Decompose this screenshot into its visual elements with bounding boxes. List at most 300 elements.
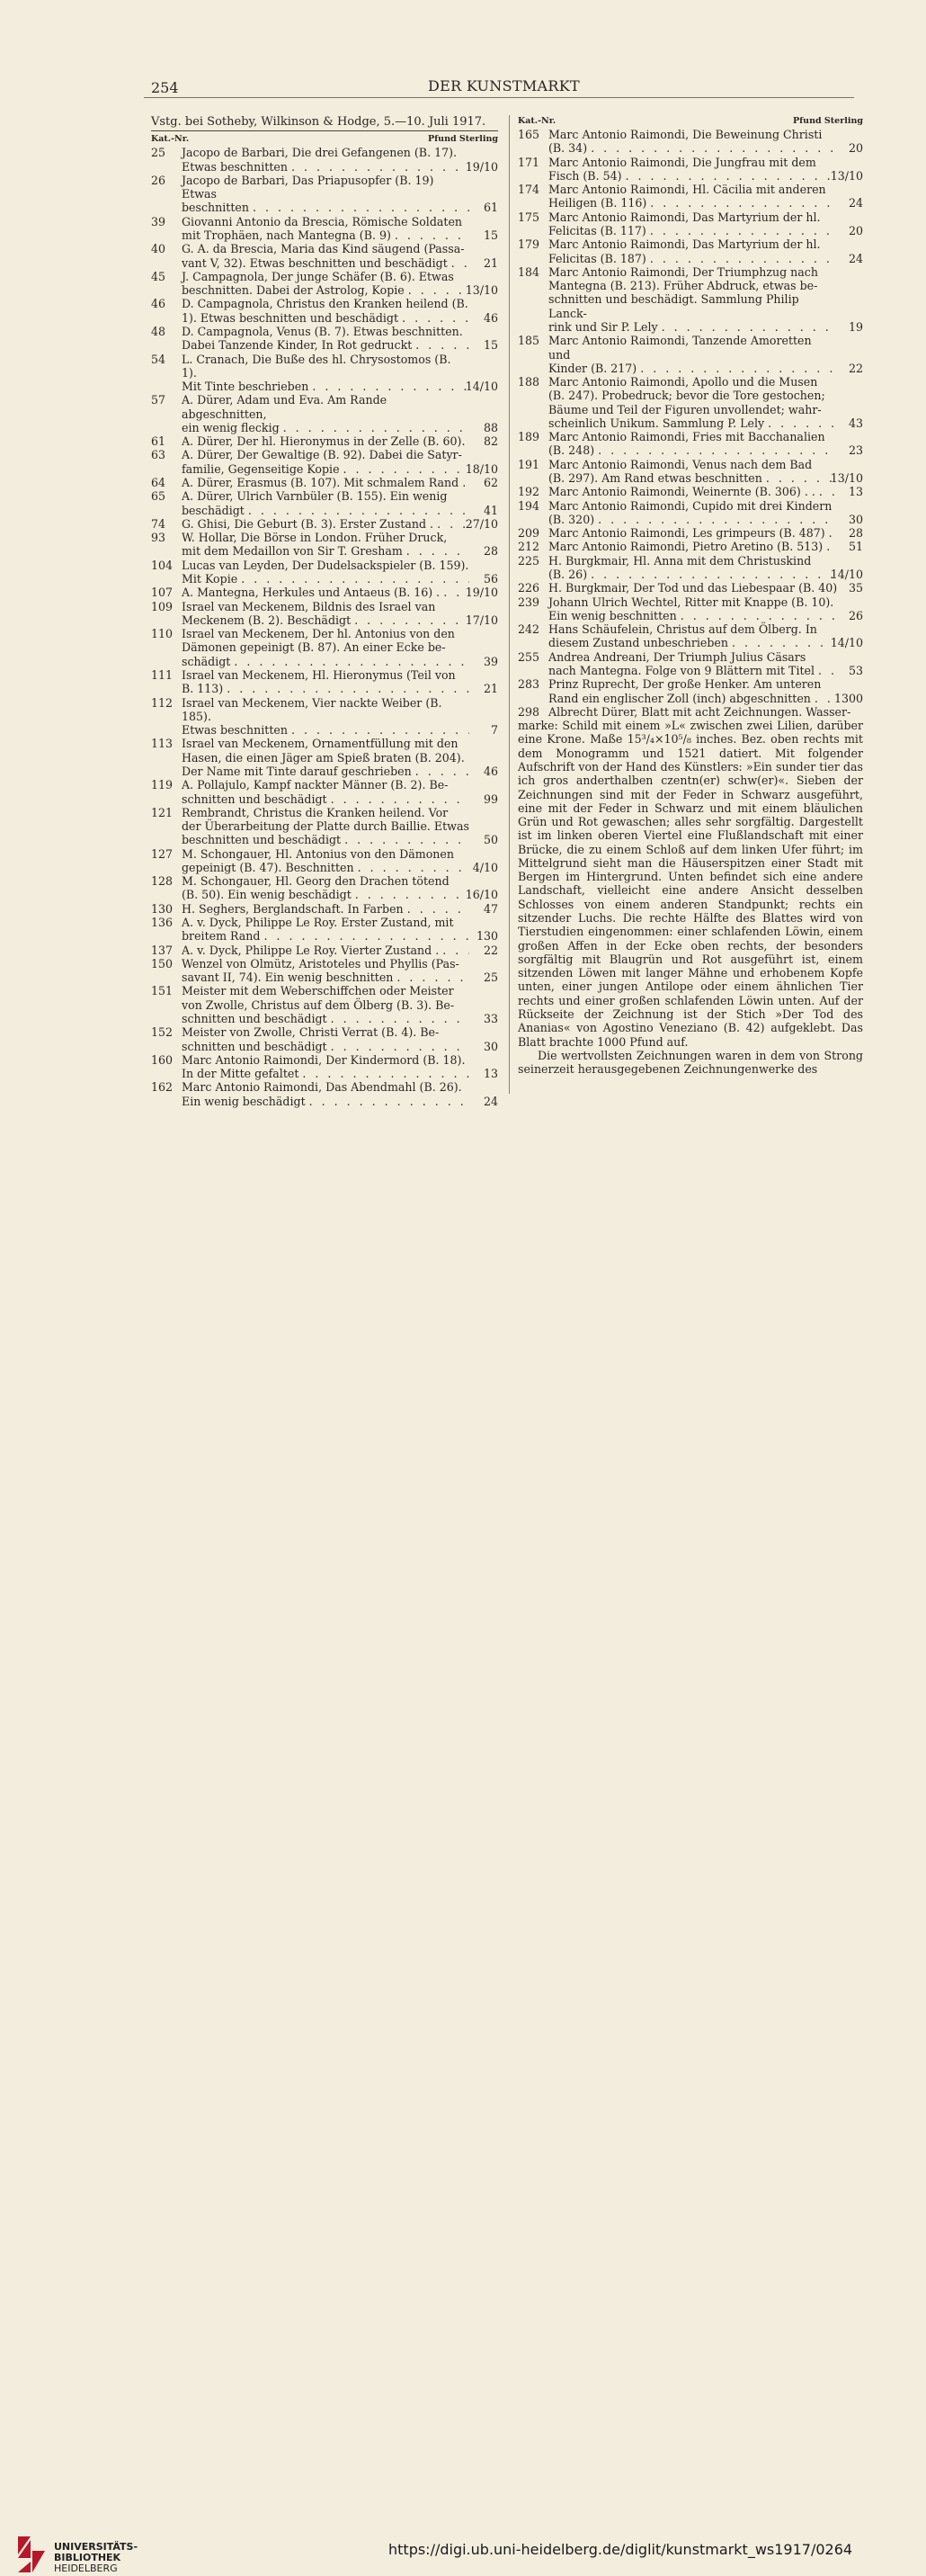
dot-leader <box>391 228 469 242</box>
dot-leader <box>230 655 469 668</box>
catalog-entry <box>151 434 498 448</box>
entry-number: 160 <box>151 1052 174 1067</box>
dot-leader <box>594 443 834 457</box>
entry-price: 4/10 <box>472 860 498 874</box>
catalog-entry <box>151 242 498 270</box>
entry-number: 188 <box>518 375 540 389</box>
dot-leader <box>403 544 469 558</box>
entry-text: mit dem Medaillon von Sir T. Gresham <box>182 544 403 559</box>
entry-price: 7 <box>490 723 498 738</box>
entry-text-last-line <box>182 572 469 586</box>
entry-text: (B. 34) <box>548 141 588 156</box>
entry-text: breitem Rand <box>182 929 261 944</box>
entry-number: 298 <box>518 704 540 719</box>
dot-leader <box>646 224 834 237</box>
entry-text: Fisch (B. 54) <box>548 168 622 183</box>
entry-number: 189 <box>518 430 540 444</box>
catalog-entry <box>518 430 863 458</box>
dot-leader <box>341 833 469 846</box>
catalog-entry <box>151 944 498 957</box>
entry-text: beschnitten und beschädigt <box>182 833 342 847</box>
catalog-entry <box>151 270 498 298</box>
entry-text: A. v. Dyck, Philippe Le Roy. Vierter Zustand . <box>182 943 440 957</box>
dot-leader <box>587 568 834 581</box>
entry-text: A. Dürer, Ulrich Varnbüler (B. 155). Ein wenig <box>182 489 448 504</box>
entry-text-last-line <box>182 338 469 352</box>
entry-price: 27/10 <box>465 516 498 531</box>
catalog-entry <box>151 916 498 944</box>
entry-price: 24 <box>848 196 863 210</box>
kat-nr-label: Kat.-Nr. <box>151 134 190 145</box>
entry-text: M. Schongauer, Hl. Antonius von den Dämonen <box>182 846 454 861</box>
entry-price: 23 <box>848 443 863 458</box>
entry-number: 194 <box>518 498 540 513</box>
entry-number: 46 <box>151 297 166 311</box>
entry-text-last-line <box>182 544 469 558</box>
entry-text-last-line <box>548 513 834 526</box>
entry-price: 13 <box>848 485 863 499</box>
catalog-entry <box>151 957 498 985</box>
dot-leader <box>352 888 469 901</box>
entry-text: beschnitten. Dabei der Astrolog, Kopie <box>182 283 405 298</box>
column-header <box>518 115 863 128</box>
entry-number: 26 <box>151 173 166 187</box>
entry-text: G. A. da Brescia, Maria das Kind säugend (Passa- <box>182 242 465 256</box>
dot-leader <box>439 944 469 957</box>
dot-leader <box>327 1012 469 1025</box>
right-column <box>518 115 863 1076</box>
catalog-entry <box>151 393 498 434</box>
entry-text: Wenzel von Olmütz, Aristoteles und Phyllis (Pas- <box>182 956 459 970</box>
page-number: 254 <box>151 79 179 96</box>
entry-price: 14/10 <box>465 380 498 394</box>
catalog-entry <box>151 297 498 325</box>
entry-price: 88 <box>483 420 498 434</box>
entry-text: 1). Etwas beschnitten und beschädigt <box>182 310 399 325</box>
entry-text-last-line <box>182 970 469 984</box>
entry-text-last-line <box>182 902 469 916</box>
entry-text: Felicitas (B. 187) <box>548 251 646 265</box>
dot-leader <box>351 613 469 627</box>
entry-number: 25 <box>151 146 166 160</box>
entry-number: 212 <box>518 540 540 554</box>
entry-text: Marc Antonio Raimondi, Tanzende Amoretten und <box>548 334 812 362</box>
entry-number: 74 <box>151 516 166 531</box>
entry-text: Marc Antonio Raimondi, Cupido mit drei Kindern <box>548 498 833 513</box>
entry-text: familie, Gegenseitige Kopie <box>182 461 340 476</box>
entry-price: 28 <box>483 544 498 559</box>
entry-text: schnitten und beschädigt. Sammlung Philip Lanck- <box>548 292 799 320</box>
entry-number: 171 <box>518 155 540 169</box>
catalog-entry <box>151 559 498 586</box>
catalog-list-left <box>151 146 498 1108</box>
price-unit-label: Pfund Sterling <box>792 116 863 126</box>
entry-text: nach Mantegna. Folge von 9 Blättern mit Titel <box>548 663 815 677</box>
entry-text: Heiligen (B. 116) <box>548 196 647 210</box>
entry-text: Andrea Andreani, Der Triumph Julius Cäsars <box>548 649 806 664</box>
entry-price: 47 <box>483 901 498 916</box>
entry-text: Hasen, die einen Jäger am Spieß braten (B. 204). <box>182 750 465 765</box>
dot-leader <box>811 692 834 705</box>
catalog-list-right <box>518 128 863 705</box>
running-head: DER KUNSTMARKT <box>428 77 580 94</box>
entry-text: H. Seghers, Berglandschaft. In Farben <box>182 901 404 916</box>
entry-text: D. Campagnola, Christus den Kranken heilend (B. <box>182 297 468 311</box>
entry-text-last-line <box>182 1095 469 1108</box>
entry-text: Felicitas (B. 117) <box>548 223 646 237</box>
catalog-entry <box>518 540 863 553</box>
entry-text: In der Mitte gefaltet <box>182 1067 299 1081</box>
dot-leader <box>837 581 841 595</box>
entry-text-last-line <box>182 944 469 957</box>
entry-text: der Überarbeitung der Platte durch Baillie. Etwas <box>182 819 469 834</box>
entry-price: 13/10 <box>465 283 498 298</box>
catalog-entry <box>151 325 498 353</box>
catalog-entry <box>151 476 498 489</box>
entry-text: Rembrandt, Christus die Kranken heilend. Vor <box>182 805 449 819</box>
entry-text: W. Hollar, Die Börse in London. Früher Druck, <box>182 531 448 545</box>
catalog-entry <box>518 581 863 595</box>
catalog-entry <box>518 705 863 719</box>
entry-text: A. v. Dyck, Philippe Le Roy. Erster Zustand, mit <box>182 916 454 930</box>
entry-text: A. Dürer, Der hl. Hieronymus in der Zelle (B. 60). <box>182 434 466 449</box>
library-line: UNIVERSITÄTS- <box>54 2541 138 2553</box>
entry-price: 19/10 <box>465 159 498 174</box>
dot-leader <box>288 160 469 174</box>
university-logo-icon <box>14 2533 49 2576</box>
entry-text-last-line <box>548 416 834 430</box>
entry-text: H. Burgkmair, Der Tod und das Liebespaar (B. 40) <box>548 581 838 595</box>
entry-text: Prinz Ruprecht, Der große Henker. Am unteren <box>548 677 822 692</box>
entry-number: 185 <box>518 334 540 348</box>
entry-text: Dämonen gepeinigt (B. 87). An einer Ecke be- <box>182 640 446 655</box>
entry-text: vant V, 32). Etwas beschnitten und beschädigt <box>182 255 448 270</box>
entry-price: 28 <box>848 526 863 541</box>
entry-price: 14/10 <box>830 636 863 650</box>
entry-text-last-line <box>182 1040 469 1053</box>
entry-text: Dabei Tanzende Kinder, In Rot gedruckt <box>182 338 413 353</box>
entry-text: Israel van Meckenem, Bildnis des Israel van <box>182 599 436 613</box>
catalog-entry <box>151 448 498 476</box>
dot-leader <box>815 664 834 677</box>
entry-number: 226 <box>518 581 540 595</box>
entry-text-last-line <box>548 609 834 622</box>
entry-text: Israel van Meckenem, Ornamentfüllung mit den <box>182 737 459 751</box>
entry-price: 51 <box>848 540 863 554</box>
entry-number: 104 <box>151 558 174 572</box>
library-line: HEIDELBERG <box>54 2563 118 2574</box>
entry-text-last-line <box>182 586 469 599</box>
entry-text: von Zwolle, Christus auf dem Ölberg (B. 3). Be- <box>182 997 455 1012</box>
catalog-entry <box>518 156 863 183</box>
entry-text: Marc Antonio Raimondi, Fries mit Bacchanalien <box>548 430 825 444</box>
dot-leader <box>327 792 469 806</box>
entry-number: 174 <box>518 183 540 197</box>
entry-text: schnitten und beschädigt <box>182 1039 327 1053</box>
entry-text: (B. 320) <box>548 512 595 526</box>
dot-leader <box>260 929 469 943</box>
entry-text: Mantegna (B. 213). Früher Abdruck, etwas be- <box>548 279 818 293</box>
entry-text: Mit Kopie <box>182 572 238 586</box>
entry-text-last-line <box>182 421 469 434</box>
catalog-entry <box>151 353 498 394</box>
entry-number: 127 <box>151 846 174 861</box>
entry-price: 20 <box>848 141 863 156</box>
entry-price: 19/10 <box>465 586 498 600</box>
entry-price: 25 <box>483 970 498 985</box>
entry-text: beschädigt <box>182 503 245 517</box>
entry-text-last-line <box>182 434 469 448</box>
entry-number: 137 <box>151 943 174 957</box>
entry-number: 63 <box>151 448 166 462</box>
entry-number: 150 <box>151 956 174 970</box>
entry-number: 242 <box>518 622 540 637</box>
catalog-entry <box>151 778 498 806</box>
entry-price: 20 <box>848 223 863 237</box>
entry-price: 13/10 <box>830 168 863 183</box>
permalink-url[interactable]: https://digi.ub.uni-heidelberg.de/diglit/kunstmarkt_ws1917/0264 <box>388 2541 853 2558</box>
entry-number: 112 <box>151 695 174 710</box>
entry-text-last-line <box>182 462 469 476</box>
catalog-entry <box>518 650 863 678</box>
entry-text: Jacopo de Barbari, Das Priapusopfer (B. 19) Etwas <box>182 173 434 201</box>
dot-leader <box>308 380 469 393</box>
catalog-entry <box>151 847 498 875</box>
entry-text: Lucas van Leyden, Der Dudelsackspieler (B. 159). <box>182 558 469 572</box>
entry-price: 22 <box>848 361 863 375</box>
entry-text: Marc Antonio Raimondi, Venus nach dem Bad <box>548 457 813 471</box>
body-paragraph: Die wertvollsten Zeichnungen waren in dem von Strong seinerzeit herausgegebenen Zeichnungenwerke des <box>518 1048 863 1077</box>
entry-price: 99 <box>483 792 498 806</box>
entry-text: Ein wenig beschnitten <box>548 608 677 622</box>
entry-number: 93 <box>151 531 166 545</box>
entry-text: Meckenem (B. 2). Beschädigt <box>182 613 352 627</box>
entry-price: 61 <box>483 201 498 215</box>
dot-leader <box>223 682 469 695</box>
entry-price: 15 <box>483 338 498 353</box>
entry-number: 57 <box>151 393 166 407</box>
entry-text: A. Dürer, Adam und Eva. Am Rande abgeschnitten, <box>182 393 387 421</box>
entry-number: 107 <box>151 586 174 600</box>
entry-number: 64 <box>151 476 166 490</box>
entry-price: 21 <box>483 682 498 696</box>
dot-leader <box>637 362 834 375</box>
entry-text: Israel van Meckenem, Der hl. Antonius von den <box>182 627 455 641</box>
entry-text-last-line <box>548 196 834 210</box>
dot-leader <box>459 476 469 489</box>
entry-number: 191 <box>518 457 540 471</box>
entry-number: 40 <box>151 242 166 256</box>
header-rule <box>144 97 854 98</box>
entry-text: Marc Antonio Raimondi, Hl. Cäcilia mit anderen <box>548 183 826 197</box>
entry-price: 24 <box>483 1094 498 1108</box>
viewer-footer <box>0 1259 926 2574</box>
entry-price: 50 <box>483 833 498 847</box>
entry-text-last-line <box>548 485 834 498</box>
catalog-entry <box>518 526 863 540</box>
catalog-entry <box>151 627 498 668</box>
entry-text-last-line <box>182 1012 469 1025</box>
dot-leader <box>646 252 834 265</box>
entry-text-last-line <box>548 141 834 155</box>
entry-text-last-line <box>548 526 834 540</box>
catalog-entry <box>518 334 863 375</box>
entry-text: A. Pollajulo, Kampf nackter Männer (B. 2). Be- <box>182 778 449 792</box>
catalog-entry <box>151 146 498 174</box>
entry-number: 283 <box>518 677 540 692</box>
entry-price: 30 <box>483 1039 498 1053</box>
dot-leader <box>306 1095 469 1108</box>
dot-leader <box>677 609 834 622</box>
entry-text-last-line <box>548 664 834 677</box>
entry-number: 119 <box>151 778 174 792</box>
entry-text-last-line <box>548 320 834 334</box>
entry-text-last-line <box>182 380 469 393</box>
column-header <box>151 133 498 146</box>
catalog-entry <box>151 531 498 559</box>
entry-text-last-line <box>182 311 469 325</box>
entry-text: Meister mit dem Weberschiffchen oder Meister <box>182 984 454 998</box>
entry-text: ein wenig fleckig <box>182 420 280 434</box>
dot-leader <box>280 421 469 434</box>
dot-leader <box>393 970 469 984</box>
entry-price: 35 <box>848 581 863 595</box>
dot-leader <box>825 526 834 540</box>
entry-price: 21 <box>483 255 498 270</box>
dot-leader <box>764 416 834 430</box>
entry-number: 54 <box>151 352 166 366</box>
catalog-entry <box>518 375 863 430</box>
dot-leader <box>815 485 834 498</box>
entry-number: 109 <box>151 599 174 613</box>
catalog-entry <box>151 517 498 531</box>
entry-text: G. Ghisi, Die Geburt (B. 3). Erster Zustand . <box>182 516 434 531</box>
entry-price: 39 <box>483 654 498 668</box>
entry-number: 110 <box>151 627 174 641</box>
entry-price: 18/10 <box>465 461 498 476</box>
entry-text: Jacopo de Barbari, Die drei Gefangenen (B. 17). <box>182 146 458 160</box>
entry-text: Ein wenig beschädigt <box>182 1094 306 1108</box>
entry-text: Marc Antonio Raimondi, Das Abendmahl (B. 26). <box>182 1080 462 1095</box>
entry-number: 255 <box>518 649 540 664</box>
entry-text-last-line <box>548 362 834 375</box>
entry-number: 111 <box>151 667 174 682</box>
entry-text-last-line <box>182 613 469 627</box>
auction-title: Vstg. bei Sotheby, Wilkinson & Hodge, 5.—10. Juli 1917. <box>151 115 498 131</box>
entry-text-last-line <box>182 1067 469 1080</box>
dot-leader <box>465 434 469 448</box>
entry-text: M. Schongauer, Hl. Georg den Drachen tötend <box>182 874 450 889</box>
catalog-entry <box>151 489 498 517</box>
entry-number: 113 <box>151 737 174 751</box>
entry-text-last-line <box>548 169 834 183</box>
entry-text-last-line <box>182 517 469 531</box>
entry-text: Albrecht Dürer, Blatt mit acht Zeichnungen. Wasser- <box>548 704 851 719</box>
dot-leader <box>288 723 469 737</box>
entry-number: 192 <box>518 485 540 499</box>
entry-price: 26 <box>848 608 863 622</box>
entry-text-last-line <box>548 581 838 595</box>
entry-number: 179 <box>518 237 540 252</box>
column-divider <box>509 115 510 1094</box>
kat-nr-label: Kat.-Nr. <box>518 116 556 126</box>
entry-text: savant II, 74). Ein wenig beschnitten <box>182 970 394 985</box>
catalog-entry <box>151 1025 498 1053</box>
entry-text: B. 113) <box>182 682 224 696</box>
catalog-entry <box>518 237 863 265</box>
catalog-entry <box>518 128 863 156</box>
entry-text: Israel van Meckenem, Vier nackte Weiber (B. 185). <box>182 695 442 723</box>
entry-text: Marc Antonio Raimondi, Die Beweinung Christi <box>548 128 823 141</box>
entry-text: (B. 247). Probedruck; bevor die Tore gestochen; <box>548 389 825 403</box>
catalog-entry <box>151 668 498 696</box>
entry-text: J. Campagnola, Der junge Schäfer (B. 6). Etwas <box>182 269 454 283</box>
entry-price: 13 <box>483 1067 498 1081</box>
entry-number: 175 <box>518 210 540 224</box>
entry-text-last-line <box>548 692 834 705</box>
dot-leader <box>404 902 469 916</box>
entry-text: A. Dürer, Erasmus (B. 107). Mit schmalem Rand <box>182 476 459 490</box>
entry-text-last-line <box>182 833 469 846</box>
catalog-entry <box>151 586 498 599</box>
entry-text: A. Dürer, Der Gewaltige (B. 92). Dabei die Satyr- <box>182 448 462 462</box>
catalog-entry <box>518 499 863 527</box>
dot-leader <box>448 256 469 270</box>
entry-text-last-line <box>182 723 469 737</box>
entry-text-last-line <box>548 636 834 649</box>
catalog-entry <box>518 210 863 238</box>
catalog-entry <box>151 215 498 243</box>
entry-text-last-line <box>548 540 834 553</box>
entry-text-last-line <box>548 568 834 581</box>
dot-leader <box>412 338 469 352</box>
entry-text: gepeinigt (B. 47). Beschnitten <box>182 860 354 874</box>
entry-text: schädigt <box>182 654 231 668</box>
dot-leader <box>398 311 469 325</box>
catalog-entry <box>518 595 863 623</box>
dot-leader <box>823 540 834 553</box>
entry-text-last-line <box>548 224 834 237</box>
catalog-entry <box>518 265 863 334</box>
entry-text: Israel van Meckenem, Hl. Hieronymus (Teil von <box>182 667 456 682</box>
entry-price: 56 <box>483 572 498 586</box>
entry-text-last-line <box>182 888 469 901</box>
entry-text: Marc Antonio Raimondi, Die Jungfrau mit dem <box>548 155 816 169</box>
entry-text: schnitten und beschädigt <box>182 1012 327 1025</box>
entry-text-last-line <box>182 160 469 174</box>
catalog-entry <box>151 696 498 738</box>
entry-number: 121 <box>151 805 174 819</box>
dot-leader <box>249 201 469 214</box>
entry-text: D. Campagnola, Venus (B. 7). Etwas beschnitten. <box>182 324 463 338</box>
catalog-entry <box>151 174 498 215</box>
entry-text: Der Name mit Tinte darauf geschrieben <box>182 764 412 778</box>
entry-text: Marc Antonio Raimondi, Apollo und die Musen <box>548 375 818 389</box>
entry-number: 152 <box>151 1025 174 1040</box>
dot-leader <box>658 320 834 334</box>
entry-text: H. Burgkmair, Hl. Anna mit dem Christuskind <box>548 553 812 568</box>
entry-number: 48 <box>151 324 166 338</box>
entry-text: Etwas beschnitten <box>182 723 288 738</box>
entry-text-last-line <box>548 443 834 457</box>
entry-price: 41 <box>483 503 498 517</box>
entry-price: 24 <box>848 251 863 265</box>
catalog-entry <box>151 902 498 916</box>
entry-number: 151 <box>151 984 174 998</box>
entry-price: 46 <box>483 310 498 325</box>
dot-leader <box>594 513 834 526</box>
catalog-entry <box>518 458 863 486</box>
